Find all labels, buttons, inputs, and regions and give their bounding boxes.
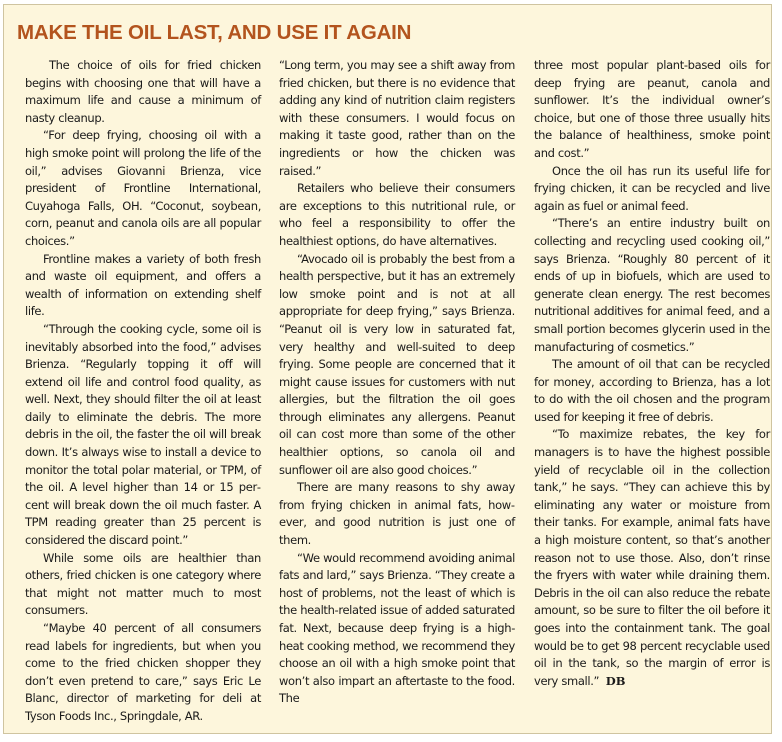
paragraph: “Avocado oil is probably the best from a health perspective, but it has an extremely low smoke point and is not at all appropriate for deep frying,” says Brienza. “Peanut oil is very low in saturated fat, very healthy and well-suited to deep frying. Some people are concerned that it might cause issues for customers with nut allergies, but the filtration the oil goes through eliminates any allergens. Peanut oil can cost more than some of the other healthier options, so canola oil and sunflower oil are also good choices.” [279, 251, 515, 477]
paragraph: “Maybe 40 percent of all consumers read labels for ingredients, but when you come to the fried chicken shopper they don’t even pretend to care,” says Eric Le Blanc, director of marketing for deli at Tyson Foods Inc., Springdale, AR. [25, 621, 261, 723]
paragraph: three most popular plant-based oils for deep frying are peanut, canola and sunflower. It’s the individual owner’s choice, but one of those three usually hits the balance of healthiness, smoke point and cost.” [534, 58, 770, 160]
paragraph [534, 426, 770, 690]
paragraph: “Long term, you may see a shift away from fried chicken, but there is no evidence that adding any kind of nutrition claim registers with these consumers. I would focus on making it taste good, rather than on the ingredients or how the chicken was raised.” [279, 58, 515, 178]
paragraph: The choice of oils for fried chicken begins with choosing one that will have a maximum life and cause a minimum of nasty cleanup. [25, 58, 261, 125]
byline-initials: DB [605, 673, 626, 688]
paragraph: “For deep frying, choosing oil with a high smoke point will prolong the life of the oil,” advises Giovanni Brienza, vice president of Frontline International, Cuyahoga Falls, OH. “Coconut, soybean, corn, peanut and canola oils are all popular choices.” [25, 128, 261, 248]
paragraph: Frontline makes a variety of both fresh and waste oil equipment, and offers a wealth of information on extending shelf life. [25, 251, 261, 319]
paragraph: “We would recommend avoiding animal fats and lard,” says Brienza. “They create a host of problems, not the least of which is the health-related issue of added saturated fat. Next, because deep frying is a high-heat cooking method, we recommend they choose an oil with a high smoke point that won’t also impart an aftertaste to the food. The [279, 550, 515, 706]
paragraph-text: “To maximize rebates, the key for managers is to have the highest possible yield of recyclable oil in the collection tank,” he says. “They can achieve this by eliminating any water or moisture from their tanks. For example, animal fats have a high moisture content, so that’s another reason not to use those. Also, don’t rinse the fryers with water while draining them. Debris in the oil can also reduce the rebate amount, so be sure to filter the oil before it goes into the containment tank. The goal would be to get 98 percent recyclable used oil in the tank, so the margin of error is very small.” [534, 427, 770, 688]
article-column-1 [25, 57, 261, 726]
article-column-3 [534, 57, 770, 690]
paragraph: “There’s an entire industry built on collecting and recycling used cooking oil,” says Brienza. “Roughly 80 percent of it ends of up in biofuels, which are used to generate clean energy. The rest becomes nutritional additives for animal feed, and a small portion becomes glycerin used in the manufacturing of cosmetics.” [534, 216, 770, 354]
article-column-2 [279, 57, 515, 708]
paragraph: Once the oil has run its useful life for frying chicken, it can be recycled and live again as fuel or animal feed. [534, 163, 770, 213]
paragraph: While some oils are healthier than others, fried chicken is one category where that might not matter much to most consumers. [25, 550, 261, 618]
article-headline: MAKE THE OIL LAST, AND USE IT AGAIN [17, 21, 412, 44]
article-sidebar-box [3, 4, 772, 734]
paragraph: “Through the cooking cycle, some oil is inevitably absorbed into the food,” advises Brienza. “Regularly topping it off will extend oil life and control food quality, as well. Next, they should filter the oil at least daily to eliminate the debris. The more debris in the oil, the faster the oil will break down. It’s always wise to install a device to monitor the total polar material, or TPM, of the oil. A level higher than 14 or 15 percent will break down the oil much faster. A TPM reading greater than 25 percent is considered the discard point.” [25, 321, 261, 548]
paragraph: Retailers who believe their consumers are exceptions to this nutritional rule, or who feel a responsibility to offer the healthiest options, do have alternatives. [279, 181, 515, 248]
paragraph: There are many reasons to shy away from frying chicken in animal fats, however, and good nutrition is just one of them. [279, 480, 515, 548]
paragraph: The amount of oil that can be recycled for money, according to Brienza, has a lot to do with the oil chosen and the program used for keeping it free of debris. [534, 357, 770, 424]
